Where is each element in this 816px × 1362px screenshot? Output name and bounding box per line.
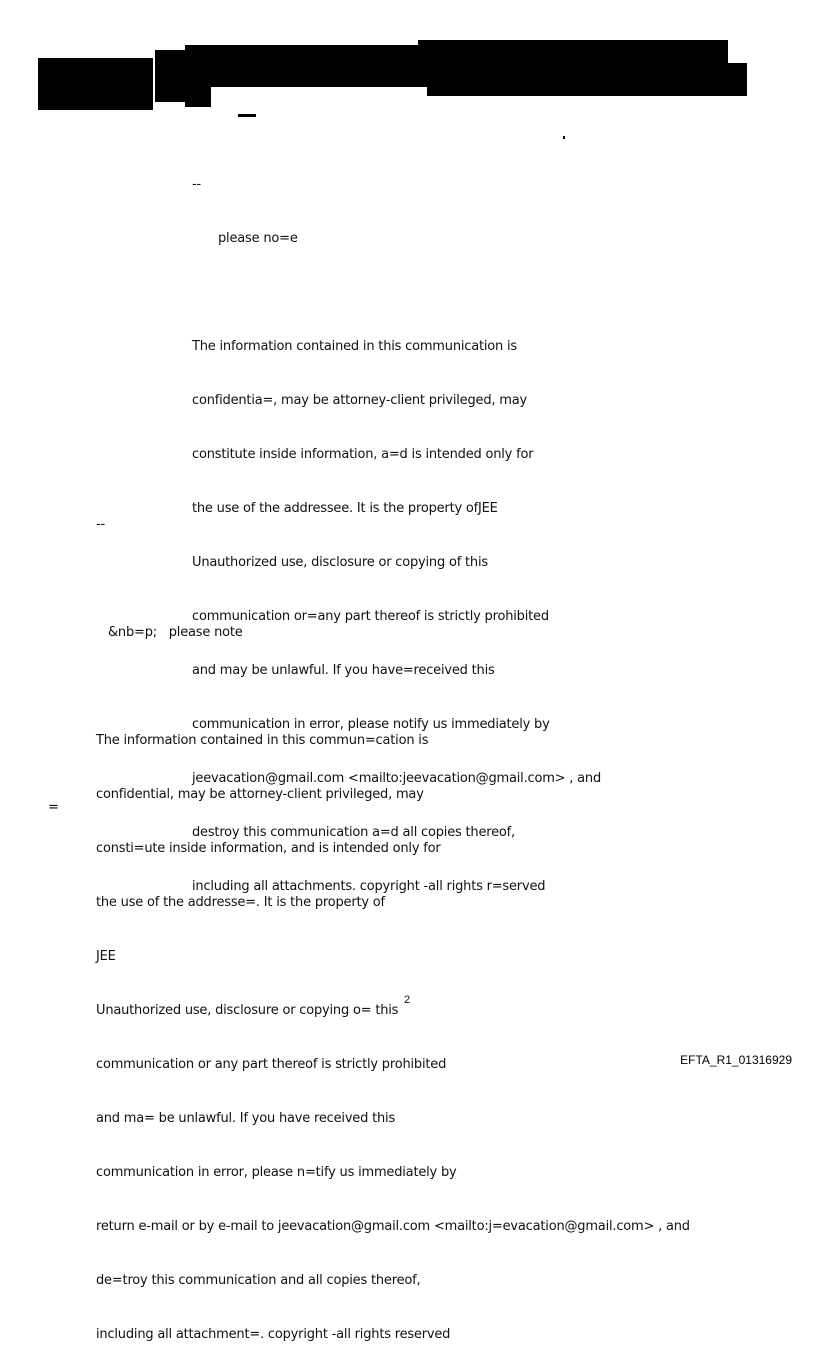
redaction-bar-6 bbox=[427, 63, 747, 96]
body-line: Unauthorized use, disclosure or copying of this bbox=[192, 555, 488, 570]
body-line: de=troy this communication and all copies thereof, bbox=[96, 1273, 421, 1288]
redaction-bar-4 bbox=[185, 85, 211, 107]
body-line: communication or any part thereof is strictly prohibited bbox=[96, 1057, 447, 1072]
body-line: communication or=any part thereof is strictly prohibited bbox=[192, 609, 549, 624]
body-line: including all attachment=. copyright -all rights reserved bbox=[96, 1327, 451, 1342]
separator: -- bbox=[192, 177, 201, 192]
redaction-bar-2 bbox=[155, 50, 185, 102]
redaction-bar-1 bbox=[38, 58, 153, 110]
page-number: 2 bbox=[404, 994, 411, 1006]
separator: -- bbox=[96, 517, 105, 532]
trailing-marker: = bbox=[48, 800, 59, 815]
body-line: communication in error, please n=tify us immediately by bbox=[96, 1165, 457, 1180]
body-line: communication in error, please notify us immediately by bbox=[192, 717, 550, 732]
body-line: jeevacation@gmail.com <mailto:jeevacation@gmail.com> , and bbox=[192, 771, 602, 786]
stray-mark bbox=[563, 136, 565, 139]
body-line: Unauthorized use, disclosure or copying o= this bbox=[96, 1003, 399, 1018]
blank-line bbox=[192, 284, 601, 302]
body-line: return e-mail or by e-mail to jeevacation@gmail.com <mailto:j=evacation@gmail.com> , and bbox=[96, 1219, 690, 1234]
body-line: the use of the addressee. It is the property ofJEE bbox=[192, 501, 498, 516]
greeting: &nb=p; please note bbox=[108, 625, 243, 640]
body-line: and ma= be unlawful. If you have received this bbox=[96, 1111, 396, 1126]
body-line: consti=ute inside information, and is intended only for bbox=[96, 841, 441, 856]
greeting: please no=e bbox=[218, 231, 298, 246]
redaction-bar-7 bbox=[238, 114, 256, 117]
body-line: JEE bbox=[96, 949, 116, 964]
disclaimer-block-2 bbox=[96, 480, 690, 1362]
body-line: constitute inside information, a=d is intended only for bbox=[192, 447, 534, 462]
redaction-bar-3 bbox=[185, 45, 429, 87]
bates-number: EFTA_R1_01316929 bbox=[680, 1053, 792, 1067]
body-line: The information contained in this commun=cation is bbox=[96, 733, 429, 748]
blank-line bbox=[96, 678, 690, 696]
body-line: The information contained in this communication is bbox=[192, 339, 517, 354]
body-line: destroy this communication a=d all copies thereof, bbox=[192, 825, 515, 840]
body-line: including all attachments. copyright -all rights r=served bbox=[192, 879, 546, 894]
blank-line bbox=[96, 570, 690, 588]
body-line: confidentia=, may be attorney-client privileged, may bbox=[192, 393, 527, 408]
body-line: confidential, may be attorney-client privileged, may bbox=[96, 787, 424, 802]
body-line: the use of the addresse=. It is the property of bbox=[96, 895, 385, 910]
body-line: and may be unlawful. If you have=received this bbox=[192, 663, 495, 678]
